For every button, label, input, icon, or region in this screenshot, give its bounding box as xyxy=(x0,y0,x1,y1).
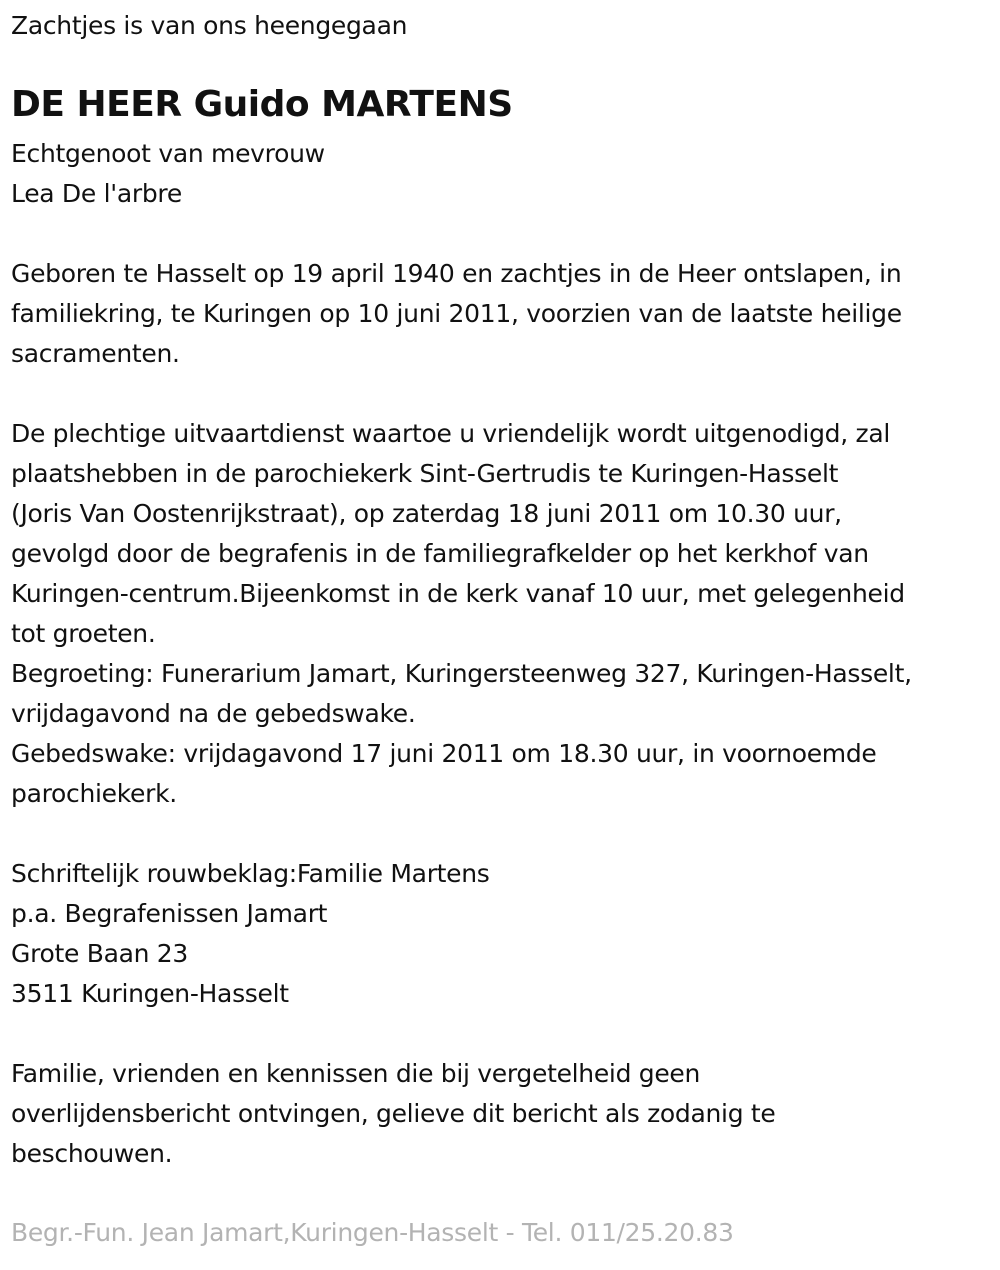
paragraph-line: beschouwen. xyxy=(11,1139,173,1168)
address-line: 3511 Kuringen-Hasselt xyxy=(11,979,289,1008)
birth-paragraph xyxy=(11,254,902,374)
paragraph-line: parochiekerk. xyxy=(11,779,177,808)
paragraph-line: plaatshebben in de parochiekerk Sint-Gertrudis te Kuringen-Hasselt xyxy=(11,459,839,488)
funeral-service-paragraph xyxy=(11,414,912,814)
address-line: p.a. Begrafenissen Jamart xyxy=(11,899,328,928)
intro-text: Zachtjes is van ons heengegaan xyxy=(11,11,408,40)
paragraph-line: Gebedswake: vrijdagavond 17 juni 2011 om 18.30 uur, in voornoemde xyxy=(11,739,877,768)
spouse-line: Echtgenoot van mevrouw xyxy=(11,139,325,168)
address-line: Grote Baan 23 xyxy=(11,939,189,968)
paragraph-line: overlijdensbericht ontvingen, gelieve dit bericht als zodanig te xyxy=(11,1099,776,1128)
paragraph-line: tot groeten. xyxy=(11,619,156,648)
paragraph-line: Familie, vrienden en kennissen die bij vergetelheid geen xyxy=(11,1059,701,1088)
funeral-home-footer: Begr.-Fun. Jean Jamart,Kuringen-Hasselt - Tel. 011/25.20.83 xyxy=(11,1218,734,1247)
paragraph-line: vrijdagavond na de gebedswake. xyxy=(11,699,416,728)
condolence-address xyxy=(11,854,490,1014)
paragraph-line: sacramenten. xyxy=(11,339,180,368)
paragraph-line: Geboren te Hasselt op 19 april 1940 en zachtjes in de Heer ontslapen, in xyxy=(11,259,902,288)
paragraph-line: gevolgd door de begrafenis in de familiegrafkelder op het kerkhof van xyxy=(11,539,869,568)
paragraph-line: (Joris Van Oostenrijkstraat), op zaterdag 18 juni 2011 om 10.30 uur, xyxy=(11,499,842,528)
paragraph-line: familiekring, te Kuringen op 10 juni 2011, voorzien van de laatste heilige xyxy=(11,299,902,328)
address-line: Schriftelijk rouwbeklag:Familie Martens xyxy=(11,859,490,888)
paragraph-line: Begroeting: Funerarium Jamart, Kuringersteenweg 327, Kuringen-Hasselt, xyxy=(11,659,912,688)
deceased-name: DE HEER Guido MARTENS xyxy=(11,84,513,125)
paragraph-line: De plechtige uitvaartdienst waartoe u vriendelijk wordt uitgenodigd, zal xyxy=(11,419,890,448)
paragraph-line: Kuringen-centrum.Bijeenkomst in de kerk vanaf 10 uur, met gelegenheid xyxy=(11,579,905,608)
spouse-block xyxy=(11,134,325,214)
spouse-line: Lea De l'arbre xyxy=(11,179,182,208)
family-note-paragraph xyxy=(11,1054,776,1174)
